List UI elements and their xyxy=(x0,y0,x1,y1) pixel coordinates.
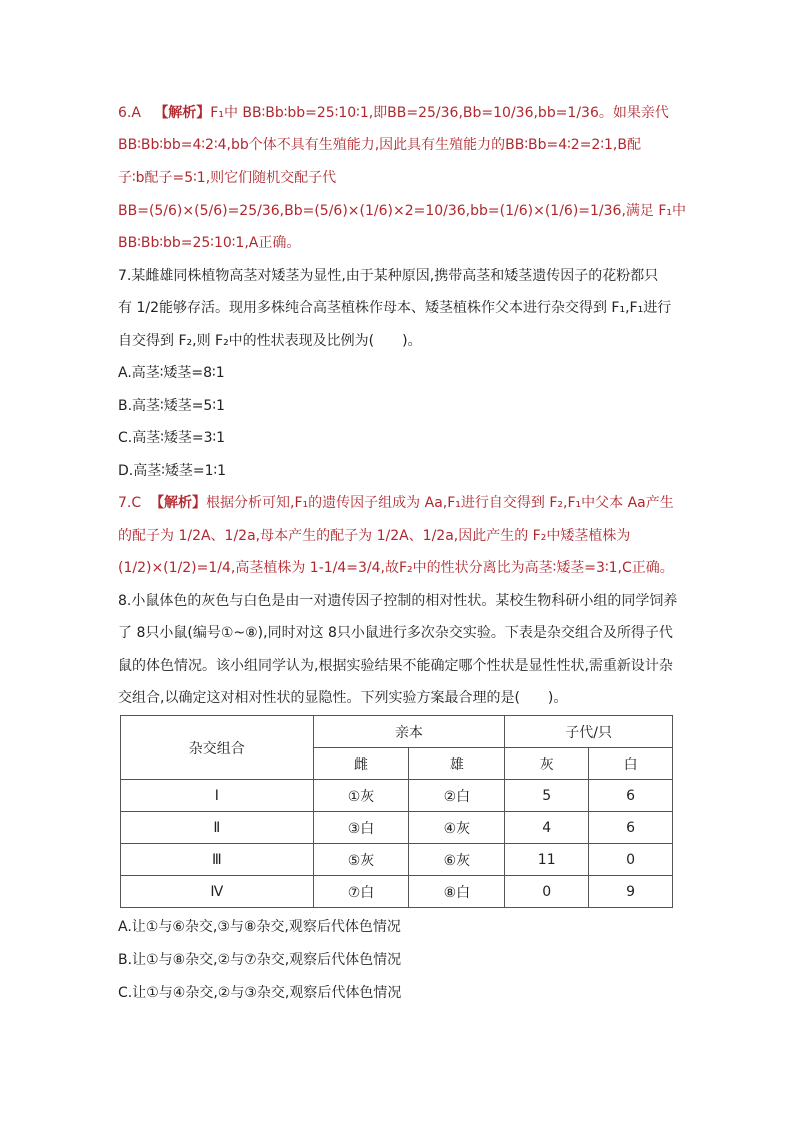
q7-stem-line-3: 自交得到 F₂,则 F₂中的性状表现及比例为( )。 xyxy=(118,333,422,349)
q6-answer-line-2: BB∶Bb∶bb=4∶2∶4,bb个体不具有生殖能力,因此具有生殖能力的BB∶Bb=4∶2=2∶1,B配 xyxy=(118,137,641,153)
cell-group: Ⅳ xyxy=(121,876,314,908)
cell-white: 6 xyxy=(589,780,673,812)
subheader-grey: 灰 xyxy=(505,748,589,780)
q6-answer-line-5: BB∶Bb∶bb=25∶10∶1,A正确。 xyxy=(118,235,301,251)
q7-answer-line-2: 的配子为 1/2A、1/2a,母本产生的配子为 1/2A、1/2a,因此产生的 F₂中矮茎植株为 xyxy=(118,528,631,544)
header-offspring: 子代/只 xyxy=(505,716,673,748)
q6-answer-line-3: 子∶b配子=5∶1,则它们随机交配子代 xyxy=(118,170,337,186)
subheader-white: 白 xyxy=(589,748,673,780)
q6-answer-line-4: BB=(5/6)×(5/6)=25/36,Bb=(5/6)×(1/6)×2=10/36,bb=(1/6)×(1/6)=1/36,满足 F₁中 xyxy=(118,203,687,219)
table-row xyxy=(121,780,673,812)
header-cross-group: 杂交组合 xyxy=(121,716,314,780)
cell-white: 9 xyxy=(589,876,673,908)
q8-stem-line-1: 8.小鼠体色的灰色与白色是由一对遗传因子控制的相对性状。某校生物科研小组的同学饲养 xyxy=(118,593,678,609)
subheader-female: 雌 xyxy=(313,748,409,780)
cell-male: ②白 xyxy=(409,780,505,812)
cell-group: Ⅰ xyxy=(121,780,314,812)
q7-answer-label: 7.C xyxy=(118,495,142,511)
table-header-row xyxy=(121,716,673,748)
q7-option-d: D.高茎∶矮茎=1∶1 xyxy=(118,463,227,479)
q7-stem-line-2: 有 1/2能够存活。现用多株纯合高茎植株作母本、矮茎植株作父本进行杂交得到 F₁,F₁进行 xyxy=(118,300,672,316)
q8-stem-line-4: 交组合,以确定这对相对性状的显隐性。下列实验方案最合理的是( )。 xyxy=(118,690,568,706)
cell-white: 0 xyxy=(589,844,673,876)
q8-stem-line-3: 鼠的体色情况。该小组同学认为,根据实验结果不能确定哪个性状是显性性状,需重新设计杂 xyxy=(118,658,673,674)
cell-white: 6 xyxy=(589,812,673,844)
cross-results-table xyxy=(120,715,673,908)
q7-stem-line-1: 7.某雌雄同株植物高茎对矮茎为显性,由于某种原因,携带高茎和矮茎遗传因子的花粉都只 xyxy=(118,268,659,284)
cell-group: Ⅱ xyxy=(121,812,314,844)
cell-grey: 0 xyxy=(505,876,589,908)
q7-option-b: B.高茎∶矮茎=5∶1 xyxy=(118,398,225,414)
cell-grey: 5 xyxy=(505,780,589,812)
q7-answer-line-1 xyxy=(118,493,674,513)
cell-male: ④灰 xyxy=(409,812,505,844)
cell-male: ⑥灰 xyxy=(409,844,505,876)
cell-female: ①灰 xyxy=(313,780,409,812)
q7-answer-line-3: (1/2)×(1/2)=1/4,高茎植株为 1-1/4=3/4,故F₂中的性状分离比为高茎∶矮茎=3∶1,C正确。 xyxy=(118,560,674,576)
q7-option-c: C.高茎∶矮茎=3∶1 xyxy=(118,430,226,446)
cell-female: ③白 xyxy=(313,812,409,844)
q8-option-b: B.让①与⑧杂交,②与⑦杂交,观察后代体色情况 xyxy=(118,952,402,968)
q6-answer-line-1 xyxy=(118,103,669,123)
q8-stem-line-2: 了 8只小鼠(编号①~⑧),同时对这 8只小鼠进行多次杂交实验。下表是杂交组合及所得子代 xyxy=(118,625,673,641)
q8-option-a: A.让①与⑥杂交,③与⑧杂交,观察后代体色情况 xyxy=(118,919,401,935)
table-row xyxy=(121,844,673,876)
cell-group: Ⅲ xyxy=(121,844,314,876)
cell-male: ⑧白 xyxy=(409,876,505,908)
analysis-tag: 【解析】 xyxy=(154,105,211,121)
subheader-male: 雄 xyxy=(409,748,505,780)
table-row xyxy=(121,812,673,844)
q6-answer-label: 6.A xyxy=(118,105,141,121)
q7-answer-text: 根据分析可知,F₁的遗传因子组成为 Aa,F₁进行自交得到 F₂,F₁中父本 Aa产生 xyxy=(206,495,674,511)
cell-female: ⑦白 xyxy=(313,876,409,908)
table-row xyxy=(121,876,673,908)
q8-option-c: C.让①与④杂交,②与③杂交,观察后代体色情况 xyxy=(118,985,402,1001)
q6-answer-text: F₁中 BB∶Bb∶bb=25∶10∶1,即BB=25/36,Bb=10/36,bb=1/36。如果亲代 xyxy=(210,105,669,121)
cell-grey: 11 xyxy=(505,844,589,876)
cell-grey: 4 xyxy=(505,812,589,844)
q7-option-a: A.高茎∶矮茎=8∶1 xyxy=(118,365,225,381)
header-parents: 亲本 xyxy=(313,716,505,748)
cell-female: ⑤灰 xyxy=(313,844,409,876)
analysis-tag: 【解析】 xyxy=(150,495,207,511)
